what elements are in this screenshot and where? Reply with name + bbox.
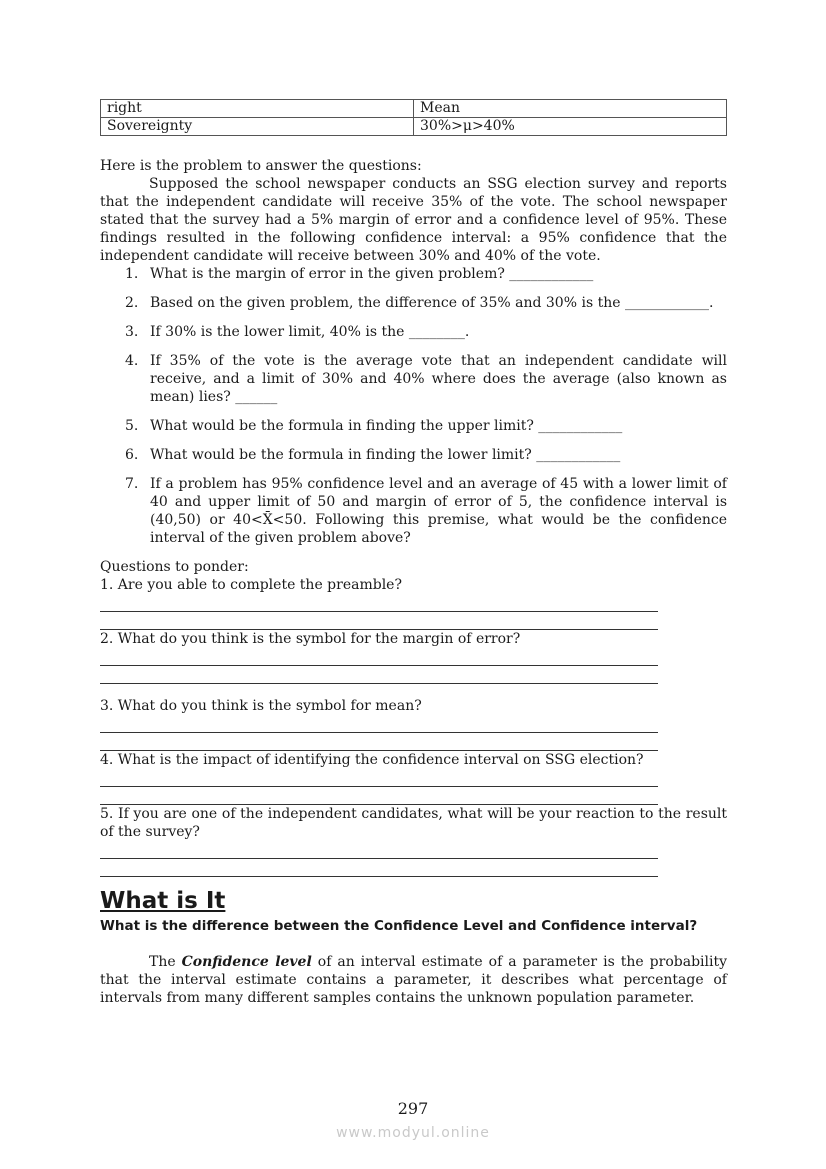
answer-line[interactable] (100, 859, 658, 877)
table-cell: 30%>μ>40% (414, 118, 727, 136)
question-number: 4. (125, 353, 139, 369)
list-item (100, 323, 727, 341)
answer-line[interactable] (100, 787, 658, 805)
list-item (100, 352, 727, 406)
list-item (100, 446, 727, 464)
question-text: If a problem has 95% confidence level and an average of 45 with a lower limit of 40 and upper limit of 50 and margin of error of 5, the confidence interval is (40,50) or 40<X̄<50. Following this premise, what would be the confidence interval of the given problem above? (150, 476, 727, 546)
question-text: What would be the formula in finding the lower limit? ____________ (150, 447, 621, 463)
section-subheading: What is the difference between the Confidence Level and Confidence interval? (100, 918, 698, 934)
question-number: 1. (125, 266, 139, 282)
list-item (100, 475, 727, 547)
term-confidence-level: Confidence level (181, 954, 312, 970)
table-cell: Mean (414, 100, 727, 118)
summary-table (100, 99, 727, 136)
confidence-level-paragraph (100, 953, 727, 1007)
answer-line[interactable] (100, 715, 658, 733)
table-cell: right (101, 100, 414, 118)
paragraph-body: of an interval estimate of a parameter is the probability that the interval estimate contains a parameter, it describes what percentage of intervals from many different samples contains the unknown population parameter. (100, 954, 728, 1006)
question-text: If 35% of the vote is the average vote that an independent candidate will receive, and a limit of 30% and 40% where does the average (also known as mean) lies? ______ (150, 353, 727, 405)
answer-line[interactable] (100, 733, 658, 751)
list-item (100, 265, 727, 283)
answer-line[interactable] (100, 612, 658, 630)
question-number: 2. (125, 295, 139, 311)
question-number: 6. (125, 447, 139, 463)
table-cell: Sovereignty (101, 118, 414, 136)
answer-line[interactable] (100, 648, 658, 666)
answer-line[interactable] (100, 769, 658, 787)
ponder-question-1: 1. Are you able to complete the preamble? (100, 577, 402, 593)
question-text: Based on the given problem, the difference of 35% and 30% is the ____________. (150, 295, 714, 311)
ponder-question-3: 3. What do you think is the symbol for mean? (100, 698, 422, 714)
ponder-question-4: 4. What is the impact of identifying the confidence interval on SSG election? (100, 752, 644, 768)
problem-paragraph: Supposed the school newspaper conducts an SSG election survey and reports that the independent candidate will receive 35% of the vote. The school newspaper stated that the survey had a 5% margin of error and a confidence level of 95%. These findings resulted in the following confidence interval: a 95% confidence that the independent candidate will receive between 30% and 40% of the vote. (100, 176, 727, 264)
problem-intro: Here is the problem to answer the questions: (100, 158, 422, 174)
answer-line[interactable] (100, 666, 658, 684)
watermark: www.modyul.online (336, 1125, 490, 1141)
question-text: What is the margin of error in the given problem? ____________ (150, 266, 594, 282)
problem-questions (100, 265, 727, 547)
section-heading: What is It (100, 888, 226, 914)
table-row (101, 100, 727, 118)
table-row (101, 118, 727, 136)
ponder-question-5: 5. If you are one of the independent candidates, what will be your reaction to the result of the survey? (100, 806, 727, 840)
answer-line[interactable] (100, 841, 658, 859)
list-item (100, 417, 727, 435)
document-page (100, 99, 727, 1007)
question-text: What would be the formula in finding the upper limit? ____________ (150, 418, 623, 434)
question-number: 7. (125, 476, 139, 492)
ponder-title: Questions to ponder: (100, 559, 249, 575)
list-item (100, 294, 727, 312)
ponder-question-2: 2. What do you think is the symbol for the margin of error? (100, 631, 521, 647)
question-text: If 30% is the lower limit, 40% is the ________. (150, 324, 470, 340)
page-number: 297 (397, 1099, 429, 1118)
answer-line[interactable] (100, 594, 658, 612)
question-number: 5. (125, 418, 139, 434)
paragraph-lead: The (149, 954, 182, 970)
question-number: 3. (125, 324, 139, 340)
